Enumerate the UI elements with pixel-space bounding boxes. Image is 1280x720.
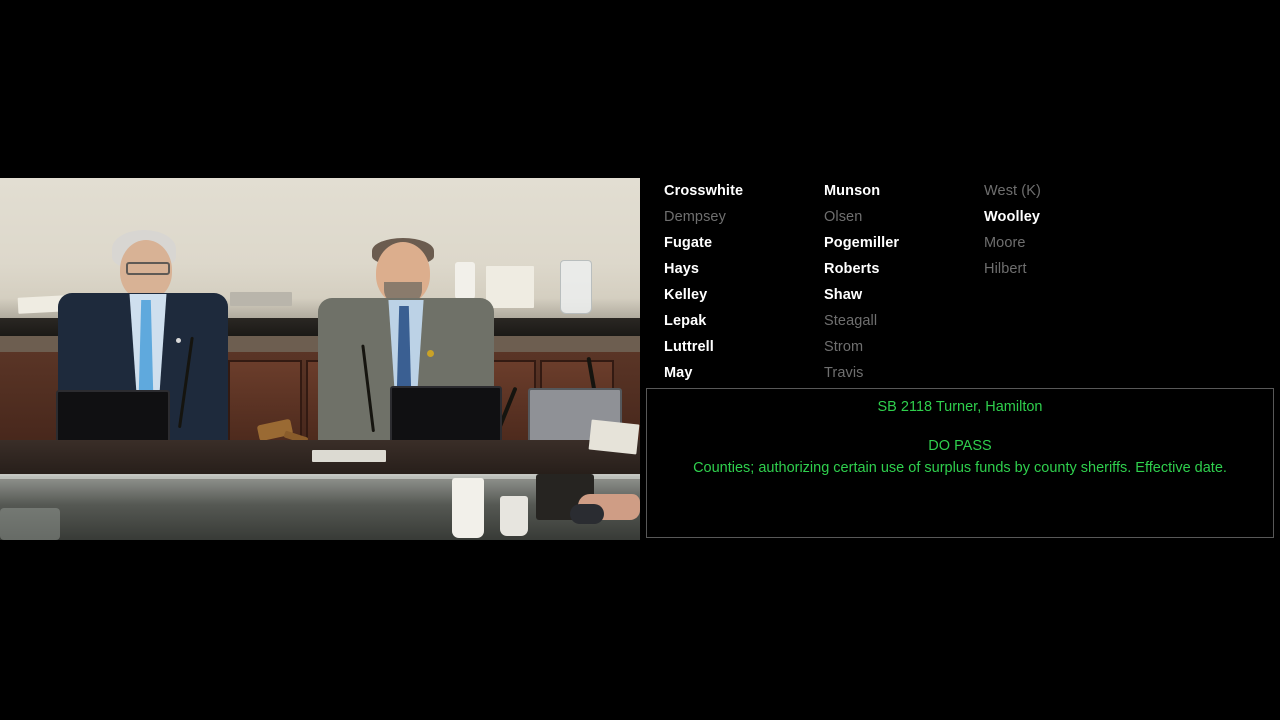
roll-call-name[interactable]: Luttrell — [664, 339, 714, 355]
eyeglasses-icon — [126, 262, 170, 275]
roll-call-name[interactable]: Lepak — [664, 313, 707, 329]
water-pitcher — [560, 260, 592, 314]
cup-prop — [455, 262, 475, 302]
roll-call-name[interactable]: Kelley — [664, 287, 708, 303]
lapel-pin-icon — [427, 350, 434, 357]
roll-call-name[interactable]: Dempsey — [664, 209, 726, 225]
foam-cup — [452, 478, 484, 538]
roll-call-name[interactable]: Shaw — [824, 287, 863, 303]
roll-call-name[interactable]: Fugate — [664, 235, 713, 251]
roll-call-name[interactable]: Hays — [664, 261, 700, 277]
roll-call-name[interactable]: Munson — [824, 183, 881, 199]
roll-call-name[interactable]: Crosswhite — [664, 183, 744, 199]
roll-call-name[interactable]: West (K) — [984, 183, 1041, 199]
desk-reflection — [0, 508, 60, 540]
roll-call-name[interactable]: Pogemiller — [824, 235, 900, 251]
measure-info-box — [646, 388, 1274, 538]
roll-call-name[interactable]: Moore — [984, 235, 1026, 251]
keyboard-prop — [230, 292, 292, 306]
lapel-pin-icon — [176, 338, 181, 343]
roll-call-name[interactable]: Olsen — [824, 209, 863, 225]
binder-stack — [486, 266, 534, 308]
roll-call-name[interactable]: May — [664, 365, 693, 381]
roll-call-name[interactable]: Hilbert — [984, 261, 1027, 277]
roll-call-column-2 — [824, 178, 899, 386]
roll-call-column-3 — [984, 178, 1041, 282]
roll-call-name[interactable]: Roberts — [824, 261, 880, 277]
roll-call-name[interactable]: Woolley — [984, 209, 1041, 225]
roll-call-name[interactable]: Steagall — [824, 313, 878, 329]
measure-description: Counties; authorizing certain use of surplus funds by county sheriffs. Effective date. — [693, 460, 1227, 476]
coffee-cup — [500, 496, 528, 536]
roll-call-column-1 — [664, 178, 743, 386]
computer-mouse — [570, 504, 604, 524]
measure-title: SB 2118 Turner, Hamilton — [877, 399, 1043, 415]
papers — [312, 450, 386, 462]
committee-video-feed[interactable] — [0, 178, 640, 540]
roll-call-name[interactable]: Strom — [824, 339, 864, 355]
measure-motion: DO PASS — [928, 438, 992, 454]
roll-call-name[interactable]: Travis — [824, 365, 864, 381]
papers — [589, 420, 640, 455]
roll-call-list — [646, 178, 1276, 384]
